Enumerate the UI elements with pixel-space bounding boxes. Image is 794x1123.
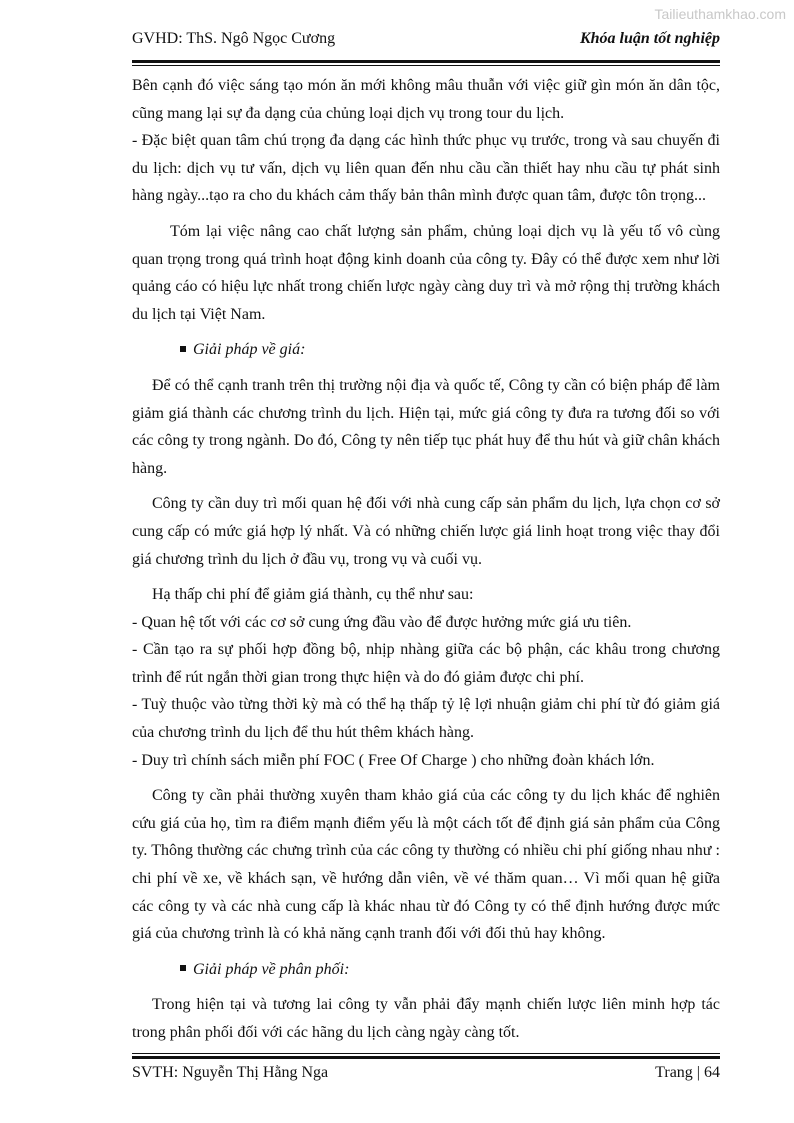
section-heading-text: Giải pháp về phân phối: — [193, 960, 350, 978]
page-body — [132, 72, 720, 1047]
page-footer — [132, 1064, 720, 1086]
footer-student: SVTH: Nguyễn Thị Hằng Nga — [132, 1064, 329, 1081]
paragraph: - Đặc biệt quan tâm chú trọng đa dạng các hình thức phục vụ trước, trong và sau chuyến đi du lịch: dịch vụ tư vấn, dịch vụ liên quan đến nhu cầu cần thiết hay nhu cầu tự phát sinh hàng ngày...tạo ra cho du khách cảm thấy bản thân mình được quan tâm, được tôn trọng... — [132, 132, 720, 205]
header-advisor: GVHD: ThS. Ngô Ngọc Cương — [132, 30, 336, 47]
section-heading-price — [180, 336, 720, 364]
section-heading-distribution — [180, 956, 720, 984]
square-bullet-icon — [180, 346, 186, 352]
paragraph: Công ty cần phải thường xuyên tham khảo giá của các công ty du lịch khác để nghiên cứu giá của họ, tìm ra điểm mạnh điểm yếu là một cách tốt để định giá sản phẩm của Công ty. Thông thường các chưng trình của các công ty thường có nhiều chi phí giống nhau như : chi phí về xe, về khách sạn, về hướng dẫn viên, về vé thăm quan… Vì mối quan hệ giữa các công ty và các nhà cung cấp là khác nhau từ đó Công ty có thể định hướng được mức giá của chương trình là có khả năng cạnh tranh đối với đối thủ hay không. — [132, 787, 720, 943]
paragraph: Tóm lại việc nâng cao chất lượng sản phẩm, chủng loại dịch vụ là yếu tố vô cùng quan trọng trong quá trình hoạt động kinh doanh của công ty. Đây có thể được xem như lời quảng cáo có hiệu lực nhất trong chiến lược ngày càng duy trì và mở rộng thị trường khách du lịch tại Việt Nam. — [132, 222, 720, 323]
footer-rule-thick — [132, 1056, 720, 1059]
header-rule-thin — [132, 65, 720, 66]
paragraph: Hạ thấp chi phí để giảm giá thành, cụ thể như sau: — [152, 586, 474, 604]
square-bullet-icon — [180, 965, 186, 971]
paragraph: Công ty cần duy trì mối quan hệ đối với nhà cung cấp sản phẩm du lịch, lựa chọn cơ sở cung cấp có mức giá hợp lý nhất. Và có những chiến lược giá linh hoạt trong việc thay đổi giá chương trình du lịch ở đầu vụ, trong vụ và cuối vụ. — [132, 495, 720, 568]
page-header — [132, 30, 720, 54]
paragraph: Trong hiện tại và tương lai công ty vẫn phải đẩy mạnh chiến lược liên minh hợp tác trong phân phối đối với các hãng du lịch càng ngày càng tốt. — [132, 996, 720, 1041]
footer-rule-thin — [132, 1053, 720, 1054]
paragraph: Bên cạnh đó việc sáng tạo món ăn mới không mâu thuẫn với việc giữ gìn món ăn dân tộc, cũng mang lại sự đa dạng của chủng loại dịch vụ trong tour du lịch. — [132, 77, 720, 122]
list-item: - Cần tạo ra sự phối hợp đồng bộ, nhịp nhàng giữa các bộ phận, các khâu trong chương trình để rút ngắn thời gian trong thực hiện và do đó giảm được chi phí. — [132, 641, 720, 686]
paragraph: Để có thể cạnh tranh trên thị trường nội địa và quốc tế, Công ty cần có biện pháp để làm giảm giá thành các chương trình du lịch. Hiện tại, mức giá công ty đưa ra tương đối so với các công ty trong ngành. Do đó, Công ty nên tiếp tục phát huy để thu hút và giữ chân khách hàng. — [132, 376, 720, 477]
header-thesis-title: Khóa luận tốt nghiệp — [579, 30, 720, 47]
watermark: Tailieuthamkhao.com — [654, 6, 786, 22]
page-number: Trang | 64 — [655, 1064, 720, 1081]
header-rule-thick — [132, 60, 720, 63]
section-heading-text: Giải pháp về giá: — [193, 341, 306, 359]
list-item: - Tuỳ thuộc vào từng thời kỳ mà có thể hạ thấp tỷ lệ lợi nhuận giảm chi phí từ đó giảm giá của chương trình du lịch để thu hút thêm khách hàng. — [132, 696, 720, 742]
list-item: - Duy trì chính sách miễn phí FOC ( Free Of Charge ) cho những đoàn khách lớn. — [132, 751, 655, 769]
list-item: - Quan hệ tốt với các cơ sở cung ứng đầu vào để được hưởng mức giá ưu tiên. — [132, 613, 632, 631]
